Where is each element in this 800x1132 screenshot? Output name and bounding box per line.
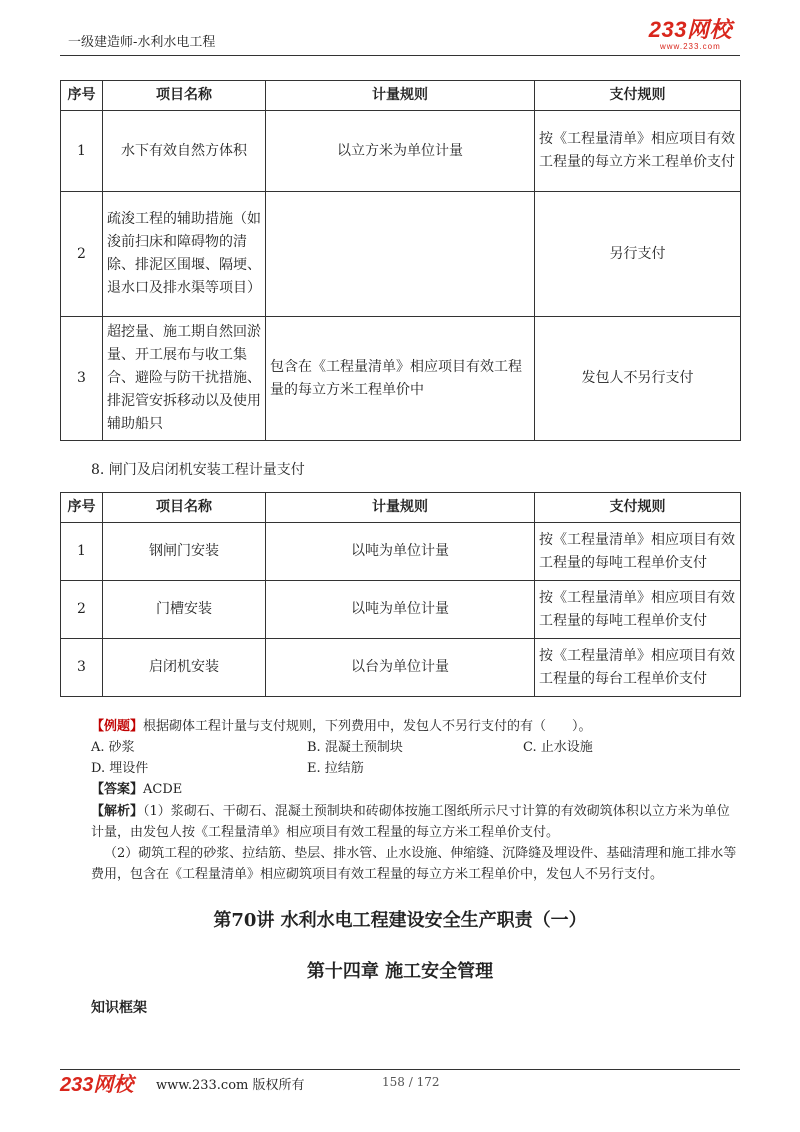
options-row-1 — [91, 737, 751, 758]
cell-measure — [266, 192, 535, 317]
cell-pay: 另行支付 — [535, 192, 741, 317]
cell-no: 1 — [61, 523, 103, 581]
cell-pay: 按《工程量清单》相应项目有效工程量的每吨工程单价支付 — [535, 523, 741, 581]
header-measure: 计量规则 — [266, 493, 535, 523]
cell-no: 2 — [61, 581, 103, 639]
option-a: A. 砂浆 — [91, 740, 135, 755]
header-pay: 支付规则 — [535, 81, 741, 111]
table-header-row — [61, 493, 741, 523]
footer-copyright: www.233.com 版权所有 — [156, 1078, 305, 1093]
cell-measure: 以台为单位计量 — [266, 639, 535, 697]
table-header-row — [61, 81, 741, 111]
cell-no: 2 — [61, 192, 103, 317]
cell-no: 1 — [61, 111, 103, 192]
footer-divider — [60, 1069, 740, 1070]
option-d: D. 埋设件 — [91, 761, 149, 776]
logo-text: 233网校 — [648, 17, 732, 42]
header-title: 一级建造师-水利水电工程 — [68, 35, 216, 50]
cell-pay: 按《工程量清单》相应项目有效工程量的每立方米工程单价支付 — [535, 111, 741, 192]
lecture-title: 第70讲 水利水电工程建设安全生产职责（一） — [213, 910, 587, 931]
header-pay: 支付规则 — [535, 493, 741, 523]
analysis-para-1: （1）浆砌石、干砌石、混凝土预制块和砖砌体按施工图纸所示尺寸计算的有效砌筑体积以立方米为单位计量，由发包人按《工程量清单》相应项目有效工程量的每立方米工程单价支付。 — [91, 804, 730, 840]
options-row-2 — [91, 758, 751, 779]
analysis-tag: 【解析】 — [91, 804, 144, 819]
answer-tag: 【答案】 — [91, 782, 144, 797]
option-b: B. 混凝土预制块 — [307, 740, 403, 755]
cell-pay: 发包人不另行支付 — [535, 317, 741, 441]
section-heading-8: 8. 闸门及启闭机安装工程计量支付 — [91, 462, 305, 478]
cell-measure: 以吨为单位计量 — [266, 523, 535, 581]
answer-value: ACDE — [143, 782, 183, 797]
cell-item: 门槽安装 — [103, 581, 266, 639]
cell-pay: 按《工程量清单》相应项目有效工程量的每吨工程单价支付 — [535, 581, 741, 639]
cell-item: 疏浚工程的辅助措施（如浚前扫床和障碍物的清除、排泥区围堰、隔埂、退水口及排水渠等项目） — [103, 192, 266, 317]
cell-item: 启闭机安装 — [103, 639, 266, 697]
table-row — [61, 111, 741, 192]
header-no: 序号 — [61, 81, 103, 111]
header-divider — [60, 55, 740, 56]
table-row — [61, 581, 741, 639]
analysis-para-2: （2）砌筑工程的砂浆、拉结筋、垫层、排水管、止水设施、伸缩缝、沉降缝及埋设件、基础清理和施工排水等费用，包含在《工程量清单》相应砌筑项目有效工程量的每立方米工程单价中，发包人不另行支付。 — [91, 846, 737, 882]
footer-logo: 233网校 — [60, 1074, 134, 1096]
cell-no: 3 — [61, 639, 103, 697]
cell-item: 钢闸门安装 — [103, 523, 266, 581]
page-number: 158 / 172 — [382, 1075, 440, 1089]
header-no: 序号 — [61, 493, 103, 523]
example-question-text: 根据砌体工程计量与支付规则，下列费用中，发包人不另行支付的有（ ）。 — [143, 719, 592, 734]
brand-logo — [649, 18, 732, 51]
cell-no: 3 — [61, 317, 103, 441]
table-row — [61, 639, 741, 697]
framework-heading: 知识框架 — [91, 1000, 147, 1016]
cell-pay: 按《工程量清单》相应项目有效工程量的每台工程单价支付 — [535, 639, 741, 697]
header-item: 项目名称 — [103, 493, 266, 523]
analysis-block — [91, 801, 738, 885]
table-row — [61, 523, 741, 581]
cell-measure: 包含在《工程量清单》相应项目有效工程量的每立方米工程单价中 — [266, 317, 535, 441]
example-question — [91, 716, 751, 800]
cell-item: 超挖量、施工期自然回淤量、开工展布与收工集合、避险与防干扰措施、排泥管安拆移动以及使用辅助船只 — [103, 317, 266, 441]
option-c: C. 止水设施 — [523, 740, 593, 755]
logo-url: www.233.com — [659, 42, 721, 51]
example-tag: 【例题】 — [91, 719, 144, 734]
cell-measure: 以立方米为单位计量 — [266, 111, 535, 192]
chapter-title: 第十四章 施工安全管理 — [306, 961, 494, 982]
option-e: E. 拉结筋 — [307, 761, 364, 776]
header-measure: 计量规则 — [266, 81, 535, 111]
dredging-payment-table — [60, 80, 741, 441]
cell-measure: 以吨为单位计量 — [266, 581, 535, 639]
table-row — [61, 317, 741, 441]
cell-item: 水下有效自然方体积 — [103, 111, 266, 192]
gate-installation-table — [60, 492, 741, 697]
table-row — [61, 192, 741, 317]
header-item: 项目名称 — [103, 81, 266, 111]
